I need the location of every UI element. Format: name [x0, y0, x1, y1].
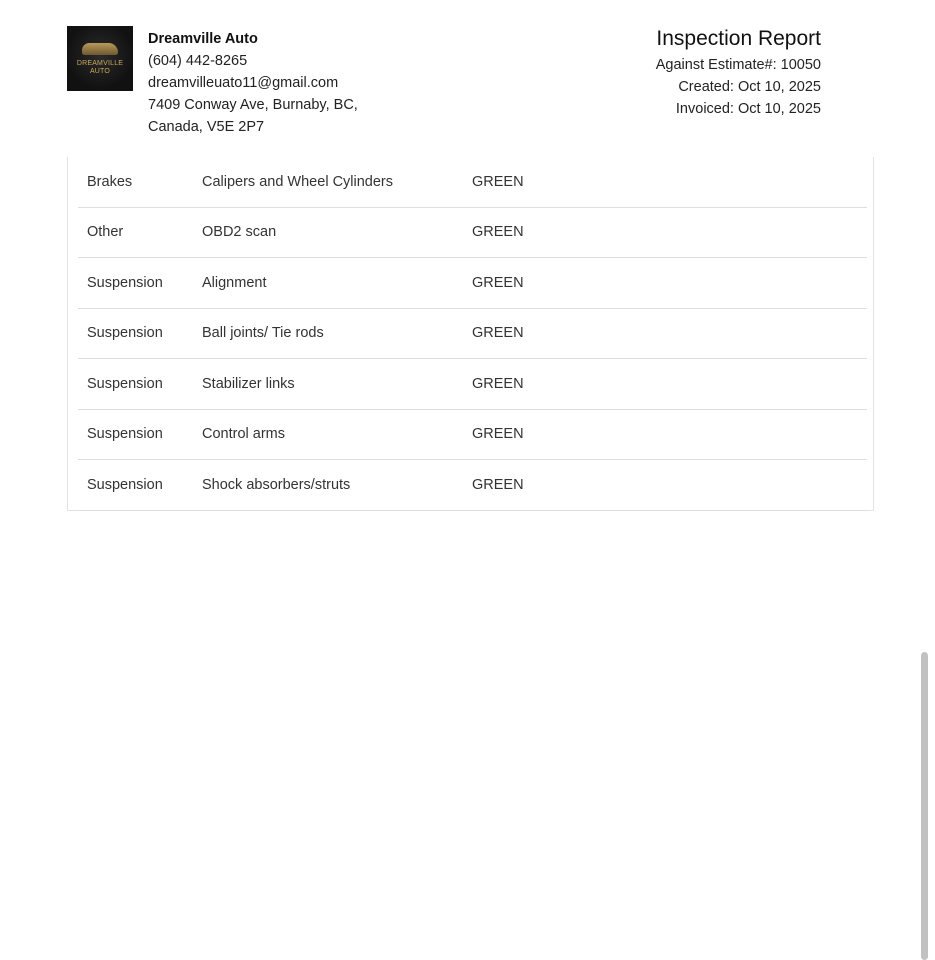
company-name: Dreamville Auto: [148, 31, 258, 47]
row-status: GREEN: [472, 426, 524, 442]
invoiced-date: Invoiced: Oct 10, 2025: [675, 101, 821, 117]
row-category: Suspension: [87, 376, 163, 392]
row-status: GREEN: [472, 376, 524, 392]
table-row: [78, 460, 867, 511]
row-item: Calipers and Wheel Cylinders: [202, 174, 393, 190]
report-title: Inspection Report: [656, 27, 821, 50]
row-category: Other: [87, 224, 124, 240]
company-address-line2: Canada, V5E 2P7: [148, 119, 265, 135]
car-icon: [82, 43, 118, 55]
company-logo: [67, 26, 133, 91]
row-status: GREEN: [472, 477, 524, 493]
table-row: [78, 308, 867, 359]
table-row: [78, 359, 867, 410]
table-row: [78, 409, 867, 460]
row-category: Suspension: [87, 275, 163, 291]
report-header: [67, 26, 821, 146]
row-item: Shock absorbers/struts: [202, 477, 351, 493]
company-info: [148, 28, 358, 138]
row-item: Alignment: [202, 275, 267, 291]
table-row: [78, 258, 867, 309]
row-category: Suspension: [87, 426, 163, 442]
company-phone: (604) 442-8265: [148, 53, 248, 69]
company-address-line1: 7409 Conway Ave, Burnaby, BC,: [148, 97, 358, 113]
row-category: Suspension: [87, 477, 163, 493]
vertical-scrollbar[interactable]: [921, 652, 928, 960]
row-item: Stabilizer links: [202, 376, 295, 392]
row-item: Ball joints/ Tie rods: [202, 325, 324, 341]
row-status: GREEN: [472, 325, 524, 341]
estimate-number: Against Estimate#: 10050: [655, 57, 821, 73]
row-status: GREEN: [472, 224, 524, 240]
created-date: Created: Oct 10, 2025: [678, 79, 821, 95]
row-status: GREEN: [472, 174, 524, 190]
company-email: dreamvilleuato11@gmail.com: [148, 75, 339, 91]
inspection-table: [67, 157, 874, 511]
row-category: Brakes: [87, 174, 133, 190]
row-item: Control arms: [202, 426, 285, 442]
logo-text: DREAMVILLE AUTO: [76, 60, 124, 75]
row-status: GREEN: [472, 275, 524, 291]
report-info: [656, 26, 821, 120]
row-item: OBD2 scan: [202, 224, 277, 240]
row-category: Suspension: [87, 325, 163, 341]
table-row: [78, 157, 867, 208]
table-row: [78, 207, 867, 258]
